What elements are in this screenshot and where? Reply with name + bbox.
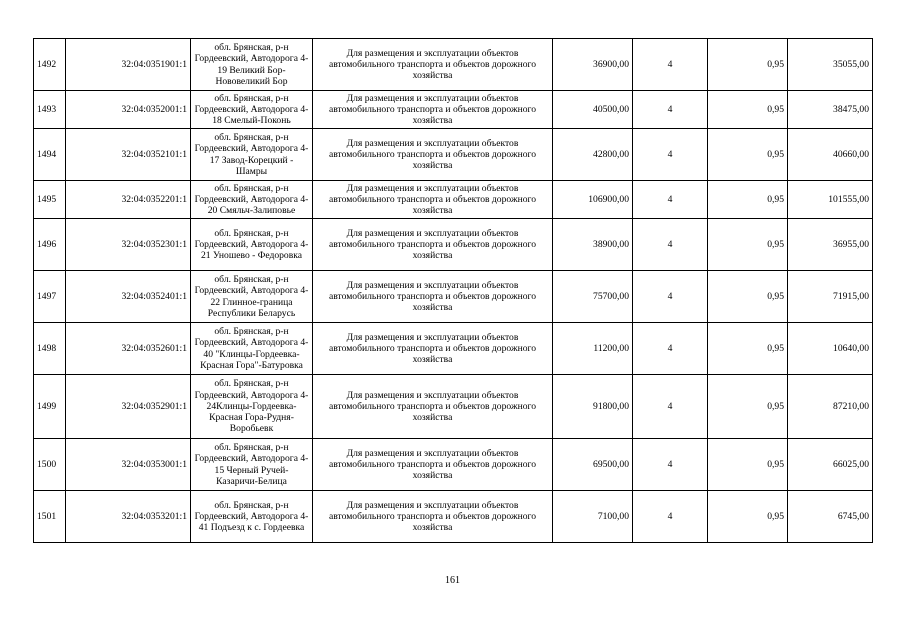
cadastral-number: 32:04:0351901:1	[66, 39, 191, 91]
address-cell: обл. Брянская, р-н Гордеевский, Автодорога 4-18 Смелый-Поконь	[191, 91, 313, 129]
table-row	[34, 129, 873, 181]
table-row	[34, 39, 873, 91]
usage-cell: Для размещения и эксплуатации объектов автомобильного транспорта и объектов дорожного хозяйства	[313, 323, 553, 375]
address-cell: обл. Брянская, р-н Гордеевский, Автодорога 4-20 Смяльч-Залиповье	[191, 181, 313, 219]
area-cell: 42800,00	[553, 129, 633, 181]
row-number: 1501	[34, 491, 66, 543]
tax-value-cell: 66025,00	[788, 439, 873, 491]
usage-cell: Для размещения и эксплуатации объектов автомобильного транспорта и объектов дорожного хозяйства	[313, 39, 553, 91]
coefficient-cell: 0,95	[708, 323, 788, 375]
cadastral-number: 32:04:0352601:1	[66, 323, 191, 375]
row-number: 1497	[34, 271, 66, 323]
table-row	[34, 219, 873, 271]
tax-value-cell: 71915,00	[788, 271, 873, 323]
address-cell: обл. Брянская, р-н Гордеевский, Автодорога 4-22 Глинное-граница Республики Беларусь	[191, 271, 313, 323]
page-number: 161	[445, 575, 460, 586]
cadastral-number: 32:04:0353001:1	[66, 439, 191, 491]
tax-value-cell: 10640,00	[788, 323, 873, 375]
usage-cell: Для размещения и эксплуатации объектов автомобильного транспорта и объектов дорожного хозяйства	[313, 181, 553, 219]
cadastral-number: 32:04:0352301:1	[66, 219, 191, 271]
area-cell: 106900,00	[553, 181, 633, 219]
area-cell: 36900,00	[553, 39, 633, 91]
address-cell: обл. Брянская, р-н Гордеевский, Автодорога 4-17 Завод-Корецкий - Шамры	[191, 129, 313, 181]
table-row	[34, 491, 873, 543]
row-number: 1496	[34, 219, 66, 271]
address-cell: обл. Брянская, р-н Гордеевский, Автодорога 4-21 Уношево - Федоровка	[191, 219, 313, 271]
tax-value-cell: 35055,00	[788, 39, 873, 91]
tax-value-cell: 38475,00	[788, 91, 873, 129]
coefficient-cell: 0,95	[708, 439, 788, 491]
coefficient-cell: 0,95	[708, 219, 788, 271]
table-row	[34, 91, 873, 129]
address-cell: обл. Брянская, р-н Гордеевский, Автодорога 4-41 Подъезд к с. Гордеевка	[191, 491, 313, 543]
coefficient-cell: 0,95	[708, 91, 788, 129]
usage-cell: Для размещения и эксплуатации объектов автомобильного транспорта и объектов дорожного хозяйства	[313, 129, 553, 181]
area-cell: 69500,00	[553, 439, 633, 491]
table-body	[34, 39, 873, 543]
cadastral-number: 32:04:0352001:1	[66, 91, 191, 129]
tax-value-cell: 36955,00	[788, 219, 873, 271]
land-registry-table	[33, 38, 873, 543]
category-cell: 4	[633, 323, 708, 375]
coefficient-cell: 0,95	[708, 39, 788, 91]
area-cell: 38900,00	[553, 219, 633, 271]
area-cell: 40500,00	[553, 91, 633, 129]
coefficient-cell: 0,95	[708, 491, 788, 543]
cadastral-number: 32:04:0352101:1	[66, 129, 191, 181]
category-cell: 4	[633, 271, 708, 323]
category-cell: 4	[633, 129, 708, 181]
tax-value-cell: 87210,00	[788, 375, 873, 439]
usage-cell: Для размещения и эксплуатации объектов автомобильного транспорта и объектов дорожного хозяйства	[313, 91, 553, 129]
table-row	[34, 271, 873, 323]
table-row	[34, 439, 873, 491]
usage-cell: Для размещения и эксплуатации объектов автомобильного транспорта и объектов дорожного хозяйства	[313, 219, 553, 271]
usage-cell: Для размещения и эксплуатации объектов автомобильного транспорта и объектов дорожного хозяйства	[313, 491, 553, 543]
area-cell: 75700,00	[553, 271, 633, 323]
category-cell: 4	[633, 219, 708, 271]
table-row	[34, 181, 873, 219]
row-number: 1498	[34, 323, 66, 375]
tax-value-cell: 6745,00	[788, 491, 873, 543]
row-number: 1500	[34, 439, 66, 491]
cadastral-number: 32:04:0352901:1	[66, 375, 191, 439]
category-cell: 4	[633, 91, 708, 129]
coefficient-cell: 0,95	[708, 375, 788, 439]
tax-value-cell: 40660,00	[788, 129, 873, 181]
coefficient-cell: 0,95	[708, 181, 788, 219]
category-cell: 4	[633, 181, 708, 219]
row-number: 1494	[34, 129, 66, 181]
address-cell: обл. Брянская, р-н Гордеевский, Автодорога 4-15 Черный Ручей-Казаричи-Белица	[191, 439, 313, 491]
category-cell: 4	[633, 375, 708, 439]
usage-cell: Для размещения и эксплуатации объектов автомобильного транспорта и объектов дорожного хозяйства	[313, 375, 553, 439]
cadastral-number: 32:04:0352401:1	[66, 271, 191, 323]
coefficient-cell: 0,95	[708, 129, 788, 181]
category-cell: 4	[633, 439, 708, 491]
table-row	[34, 375, 873, 439]
address-cell: обл. Брянская, р-н Гордеевский, Автодорога 4-19 Великий Бор-Нововеликий Бор	[191, 39, 313, 91]
row-number: 1495	[34, 181, 66, 219]
area-cell: 7100,00	[553, 491, 633, 543]
table-row	[34, 323, 873, 375]
usage-cell: Для размещения и эксплуатации объектов автомобильного транспорта и объектов дорожного хозяйства	[313, 439, 553, 491]
coefficient-cell: 0,95	[708, 271, 788, 323]
cadastral-number: 32:04:0352201:1	[66, 181, 191, 219]
row-number: 1492	[34, 39, 66, 91]
area-cell: 91800,00	[553, 375, 633, 439]
row-number: 1499	[34, 375, 66, 439]
row-number: 1493	[34, 91, 66, 129]
tax-value-cell: 101555,00	[788, 181, 873, 219]
address-cell: обл. Брянская, р-н Гордеевский, Автодорога 4-40 "Клинцы-Гордеевка-Красная Гора"-Батуровка	[191, 323, 313, 375]
category-cell: 4	[633, 39, 708, 91]
area-cell: 11200,00	[553, 323, 633, 375]
category-cell: 4	[633, 491, 708, 543]
cadastral-number: 32:04:0353201:1	[66, 491, 191, 543]
usage-cell: Для размещения и эксплуатации объектов автомобильного транспорта и объектов дорожного хозяйства	[313, 271, 553, 323]
address-cell: обл. Брянская, р-н Гордеевский, Автодорога 4-24Клинцы-Гордеевка-Красная Гора-Рудня-Воробьевк	[191, 375, 313, 439]
